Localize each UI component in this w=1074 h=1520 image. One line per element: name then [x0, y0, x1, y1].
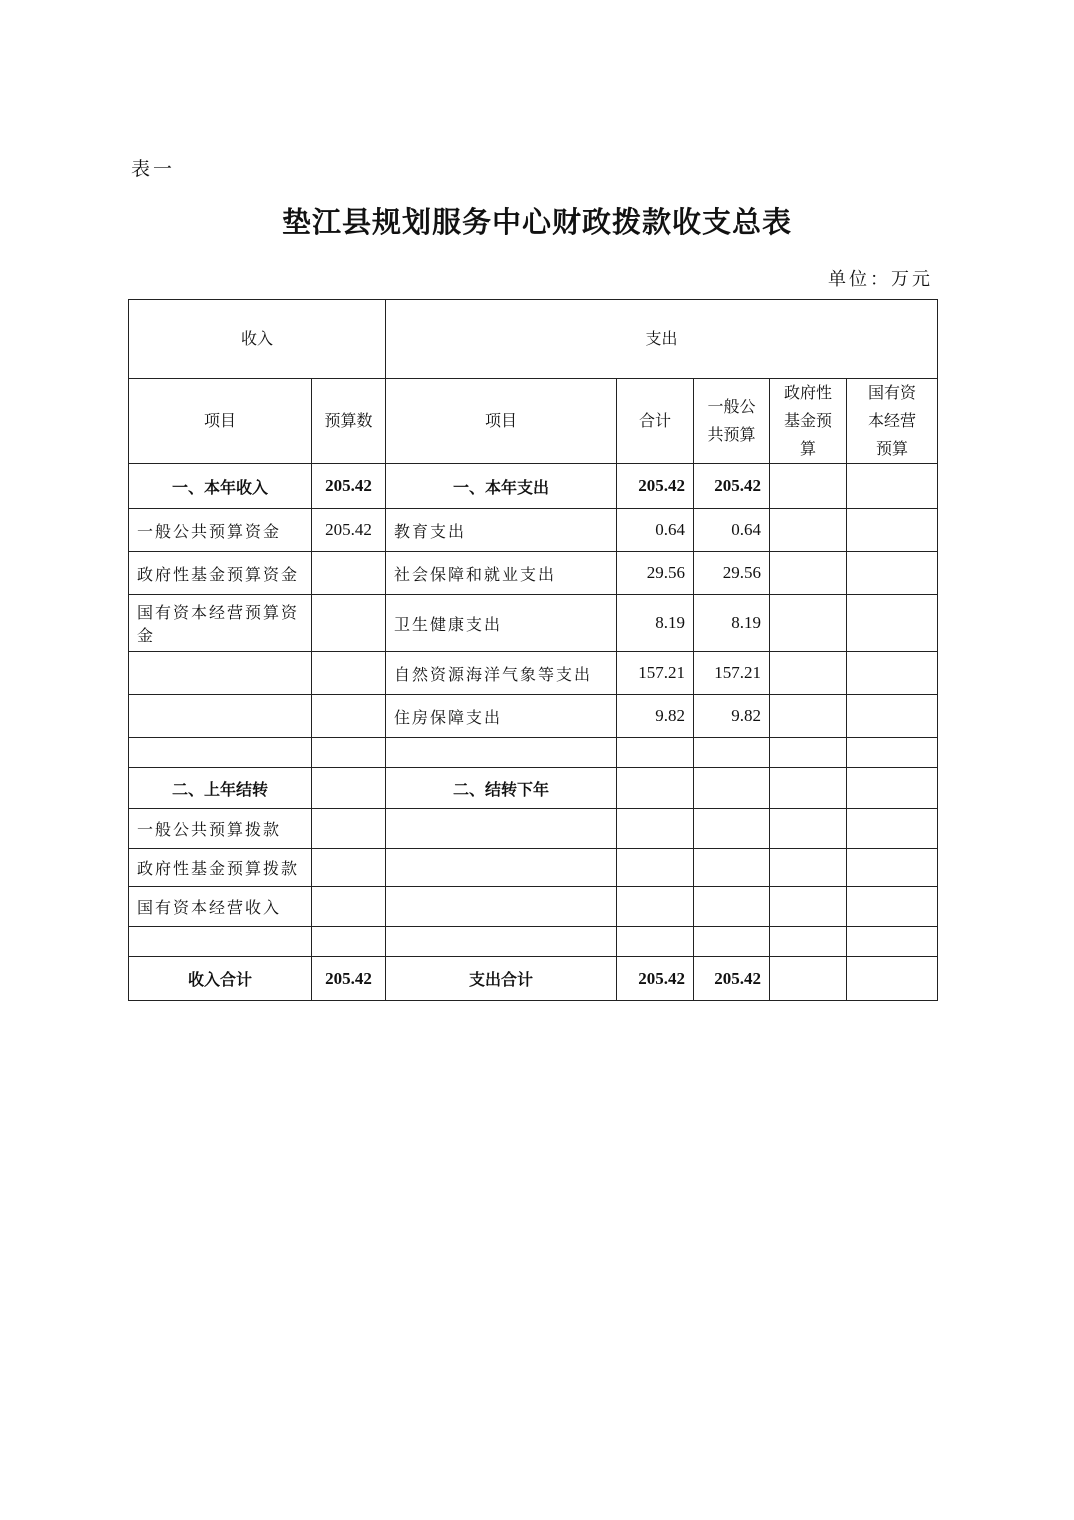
cell-general [694, 738, 770, 768]
header-row-1 [129, 300, 938, 379]
table-row [129, 927, 938, 957]
cell-total: 205.42 [617, 464, 694, 509]
header-state: 国有资 本经营 预算 [847, 379, 938, 464]
cell-fund [770, 509, 847, 552]
header-general: 一般公 共预算 [694, 379, 770, 464]
header-item2: 项目 [386, 379, 617, 464]
header-expense: 支出 [386, 300, 938, 379]
cell-in-item: 国有资本经营收入 [129, 887, 312, 927]
cell-in-item [129, 695, 312, 738]
cell-in-val [312, 927, 386, 957]
cell-in-item [129, 738, 312, 768]
cell-fund [770, 695, 847, 738]
cell-general: 157.21 [694, 652, 770, 695]
cell-out-item [386, 887, 617, 927]
cell-state [847, 738, 938, 768]
cell-in-item: 政府性基金预算资金 [129, 552, 312, 595]
table-row [129, 887, 938, 927]
cell-general [694, 849, 770, 887]
table-row [129, 849, 938, 887]
table-row [129, 464, 938, 509]
cell-in-item: 一般公共预算资金 [129, 509, 312, 552]
cell-fund [770, 849, 847, 887]
cell-out-item: 自然资源海洋气象等支出 [386, 652, 617, 695]
cell-out-item [386, 927, 617, 957]
cell-state [847, 464, 938, 509]
cell-in-val [312, 552, 386, 595]
cell-in-val [312, 768, 386, 809]
table-label: 表一 [131, 158, 176, 180]
cell-fund [770, 927, 847, 957]
cell-out-item: 二、结转下年 [386, 768, 617, 809]
cell-state [847, 695, 938, 738]
table-row [129, 695, 938, 738]
document-title: 垫江县规划服务中心财政拨款收支总表 [281, 205, 792, 239]
header-budget-num: 预算数 [312, 379, 386, 464]
cell-general [694, 887, 770, 927]
table-row [129, 738, 938, 768]
cell-total [617, 927, 694, 957]
cell-state [847, 768, 938, 809]
table-row [129, 957, 938, 1001]
cell-general: 205.42 [694, 957, 770, 1001]
cell-general [694, 768, 770, 809]
cell-state [847, 595, 938, 652]
cell-general: 0.64 [694, 509, 770, 552]
cell-general: 8.19 [694, 595, 770, 652]
cell-total: 29.56 [617, 552, 694, 595]
cell-out-item: 社会保障和就业支出 [386, 552, 617, 595]
header-fund: 政府性 基金预 算 [770, 379, 847, 464]
table-row [129, 509, 938, 552]
cell-in-val: 205.42 [312, 957, 386, 1001]
cell-fund [770, 652, 847, 695]
cell-in-val [312, 695, 386, 738]
cell-state [847, 957, 938, 1001]
cell-out-item: 支出合计 [386, 957, 617, 1001]
cell-in-val: 205.42 [312, 509, 386, 552]
cell-state [847, 927, 938, 957]
cell-in-val [312, 738, 386, 768]
cell-in-item: 收入合计 [129, 957, 312, 1001]
cell-total [617, 809, 694, 849]
header-total: 合计 [617, 379, 694, 464]
cell-general [694, 809, 770, 849]
table-row [129, 595, 938, 652]
cell-state [847, 849, 938, 887]
cell-general: 205.42 [694, 464, 770, 509]
cell-in-item: 一、本年收入 [129, 464, 312, 509]
cell-total: 8.19 [617, 595, 694, 652]
header-income: 收入 [129, 300, 386, 379]
cell-total [617, 768, 694, 809]
cell-in-val [312, 887, 386, 927]
cell-state [847, 652, 938, 695]
table-row [129, 652, 938, 695]
cell-in-item [129, 652, 312, 695]
cell-in-val [312, 809, 386, 849]
cell-in-item: 二、上年结转 [129, 768, 312, 809]
table-row [129, 768, 938, 809]
cell-out-item: 住房保障支出 [386, 695, 617, 738]
cell-out-item: 教育支出 [386, 509, 617, 552]
cell-total [617, 887, 694, 927]
cell-in-val: 205.42 [312, 464, 386, 509]
cell-state [847, 552, 938, 595]
cell-general [694, 927, 770, 957]
cell-fund [770, 887, 847, 927]
cell-fund [770, 552, 847, 595]
cell-out-item: 卫生健康支出 [386, 595, 617, 652]
cell-general: 29.56 [694, 552, 770, 595]
table-body [129, 464, 938, 1001]
cell-fund [770, 738, 847, 768]
cell-in-val [312, 849, 386, 887]
cell-fund [770, 809, 847, 849]
cell-out-item: 一、本年支出 [386, 464, 617, 509]
cell-state [847, 509, 938, 552]
cell-fund [770, 464, 847, 509]
unit-label: 单位：万元 [828, 269, 933, 290]
header-row-2 [129, 379, 938, 464]
cell-in-val [312, 595, 386, 652]
cell-out-item [386, 849, 617, 887]
table-row [129, 552, 938, 595]
cell-total [617, 849, 694, 887]
table-row [129, 809, 938, 849]
cell-total: 0.64 [617, 509, 694, 552]
header-item: 项目 [129, 379, 312, 464]
cell-state [847, 809, 938, 849]
cell-fund [770, 595, 847, 652]
cell-in-item: 国有资本经营预算资金 [129, 595, 312, 652]
cell-in-item: 一般公共预算拨款 [129, 809, 312, 849]
cell-total: 9.82 [617, 695, 694, 738]
cell-out-item [386, 809, 617, 849]
cell-in-item: 政府性基金预算拨款 [129, 849, 312, 887]
cell-total: 157.21 [617, 652, 694, 695]
cell-total [617, 738, 694, 768]
cell-total: 205.42 [617, 957, 694, 1001]
budget-table [128, 299, 938, 1001]
cell-out-item [386, 738, 617, 768]
cell-fund [770, 768, 847, 809]
cell-in-val [312, 652, 386, 695]
cell-general: 9.82 [694, 695, 770, 738]
cell-in-item [129, 927, 312, 957]
cell-state [847, 887, 938, 927]
cell-fund [770, 957, 847, 1001]
